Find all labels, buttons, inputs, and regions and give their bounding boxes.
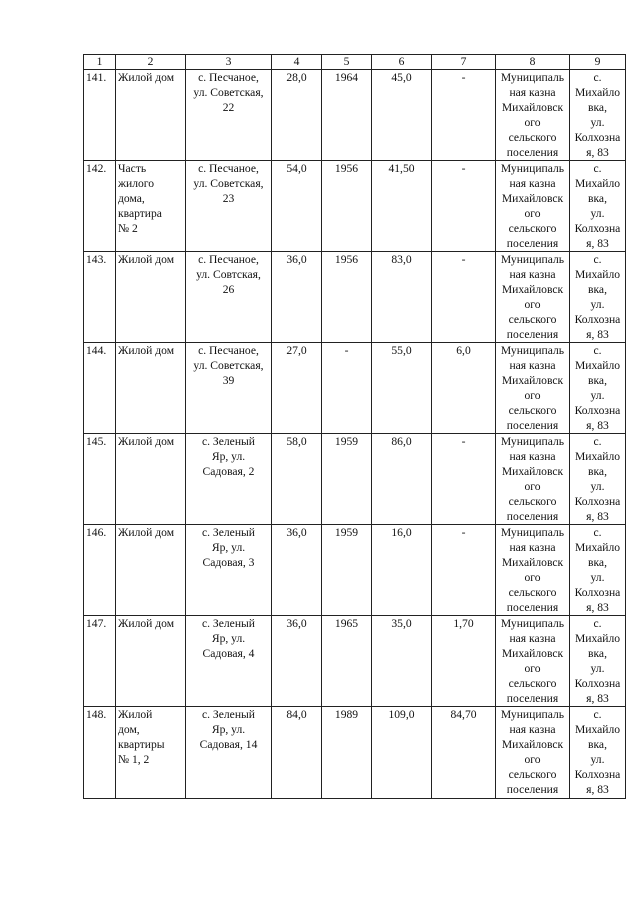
value-col-6: 16,0 [372, 525, 432, 616]
value-year: 1956 [322, 252, 372, 343]
row-number: 148. [84, 707, 116, 799]
holder-address-cell: с. Михайло вка, ул. Колхозна я, 83 [570, 161, 626, 252]
value-col-4: 36,0 [272, 252, 322, 343]
value-year: 1959 [322, 434, 372, 525]
value-col-6: 83,0 [372, 252, 432, 343]
table-row [84, 252, 626, 343]
holder-address-cell: с. Михайло вка, ул. Колхозна я, 83 [570, 343, 626, 434]
object-name: Жилой дом, квартиры № 1, 2 [116, 707, 186, 799]
value-col-4: 54,0 [272, 161, 322, 252]
value-col-6: 41,50 [372, 161, 432, 252]
value-col-7: - [432, 70, 496, 161]
value-col-6: 109,0 [372, 707, 432, 799]
holder-address-cell: с. Михайло вка, ул. Колхозна я, 83 [570, 525, 626, 616]
owner-cell: Муниципаль ная казна Михайловск ого сельского поселения [496, 434, 570, 525]
row-number: 147. [84, 616, 116, 707]
table-row [84, 707, 626, 799]
table-row [84, 70, 626, 161]
row-number: 144. [84, 343, 116, 434]
value-col-7: 6,0 [432, 343, 496, 434]
object-name: Жилой дом [116, 252, 186, 343]
owner-cell: Муниципаль ная казна Михайловск ого сельского поселения [496, 161, 570, 252]
object-address: с. Зеленый Яр, ул. Садовая, 2 [186, 434, 272, 525]
holder-address-cell: с. Михайло вка, ул. Колхозна я, 83 [570, 707, 626, 799]
value-col-6: 35,0 [372, 616, 432, 707]
column-number: 4 [272, 55, 322, 70]
object-name: Жилой дом [116, 434, 186, 525]
object-address: с. Зеленый Яр, ул. Садовая, 14 [186, 707, 272, 799]
value-year: - [322, 343, 372, 434]
owner-cell: Муниципаль ная казна Михайловск ого сельского поселения [496, 616, 570, 707]
object-name: Жилой дом [116, 616, 186, 707]
value-year: 1959 [322, 525, 372, 616]
value-year: 1965 [322, 616, 372, 707]
value-col-7: 1,70 [432, 616, 496, 707]
object-address: с. Песчаное, ул. Совтская, 26 [186, 252, 272, 343]
holder-address-cell: с. Михайло вка, ул. Колхозна я, 83 [570, 70, 626, 161]
value-col-7: - [432, 525, 496, 616]
value-col-4: 27,0 [272, 343, 322, 434]
row-number: 141. [84, 70, 116, 161]
table-row [84, 343, 626, 434]
column-number: 2 [116, 55, 186, 70]
holder-address-cell: с. Михайло вка, ул. Колхозна я, 83 [570, 616, 626, 707]
column-number: 7 [432, 55, 496, 70]
owner-cell: Муниципаль ная казна Михайловск ого сельского поселения [496, 525, 570, 616]
column-number: 1 [84, 55, 116, 70]
value-col-7: - [432, 252, 496, 343]
object-address: с. Песчаное, ул. Советская, 23 [186, 161, 272, 252]
owner-cell: Муниципаль ная казна Михайловск ого сельского поселения [496, 70, 570, 161]
value-col-7: - [432, 161, 496, 252]
object-address: с. Зеленый Яр, ул. Садовая, 3 [186, 525, 272, 616]
object-name: Часть жилого дома, квартира № 2 [116, 161, 186, 252]
object-address: с. Песчаное, ул. Советская, 39 [186, 343, 272, 434]
column-number-row [84, 55, 626, 70]
object-name: Жилой дом [116, 70, 186, 161]
value-col-6: 45,0 [372, 70, 432, 161]
row-number: 142. [84, 161, 116, 252]
table-row [84, 616, 626, 707]
row-number: 145. [84, 434, 116, 525]
property-registry-table [83, 54, 626, 799]
value-year: 1956 [322, 161, 372, 252]
column-number: 3 [186, 55, 272, 70]
column-number: 6 [372, 55, 432, 70]
value-col-6: 86,0 [372, 434, 432, 525]
table-row [84, 525, 626, 616]
value-col-4: 58,0 [272, 434, 322, 525]
table-row [84, 161, 626, 252]
owner-cell: Муниципаль ная казна Михайловск ого сельского поселения [496, 252, 570, 343]
row-number: 143. [84, 252, 116, 343]
value-col-4: 36,0 [272, 616, 322, 707]
object-address: с. Песчаное, ул. Советская, 22 [186, 70, 272, 161]
object-name: Жилой дом [116, 343, 186, 434]
column-number: 9 [570, 55, 626, 70]
owner-cell: Муниципаль ная казна Михайловск ого сельского поселения [496, 707, 570, 799]
object-address: с. Зеленый Яр, ул. Садовая, 4 [186, 616, 272, 707]
value-year: 1964 [322, 70, 372, 161]
holder-address-cell: с. Михайло вка, ул. Колхозна я, 83 [570, 252, 626, 343]
value-col-7: - [432, 434, 496, 525]
value-col-4: 36,0 [272, 525, 322, 616]
value-col-6: 55,0 [372, 343, 432, 434]
column-number: 8 [496, 55, 570, 70]
value-col-7: 84,70 [432, 707, 496, 799]
value-col-4: 28,0 [272, 70, 322, 161]
table-row [84, 434, 626, 525]
object-name: Жилой дом [116, 525, 186, 616]
row-number: 146. [84, 525, 116, 616]
value-col-4: 84,0 [272, 707, 322, 799]
column-number: 5 [322, 55, 372, 70]
holder-address-cell: с. Михайло вка, ул. Колхозна я, 83 [570, 434, 626, 525]
owner-cell: Муниципаль ная казна Михайловск ого сельского поселения [496, 343, 570, 434]
value-year: 1989 [322, 707, 372, 799]
